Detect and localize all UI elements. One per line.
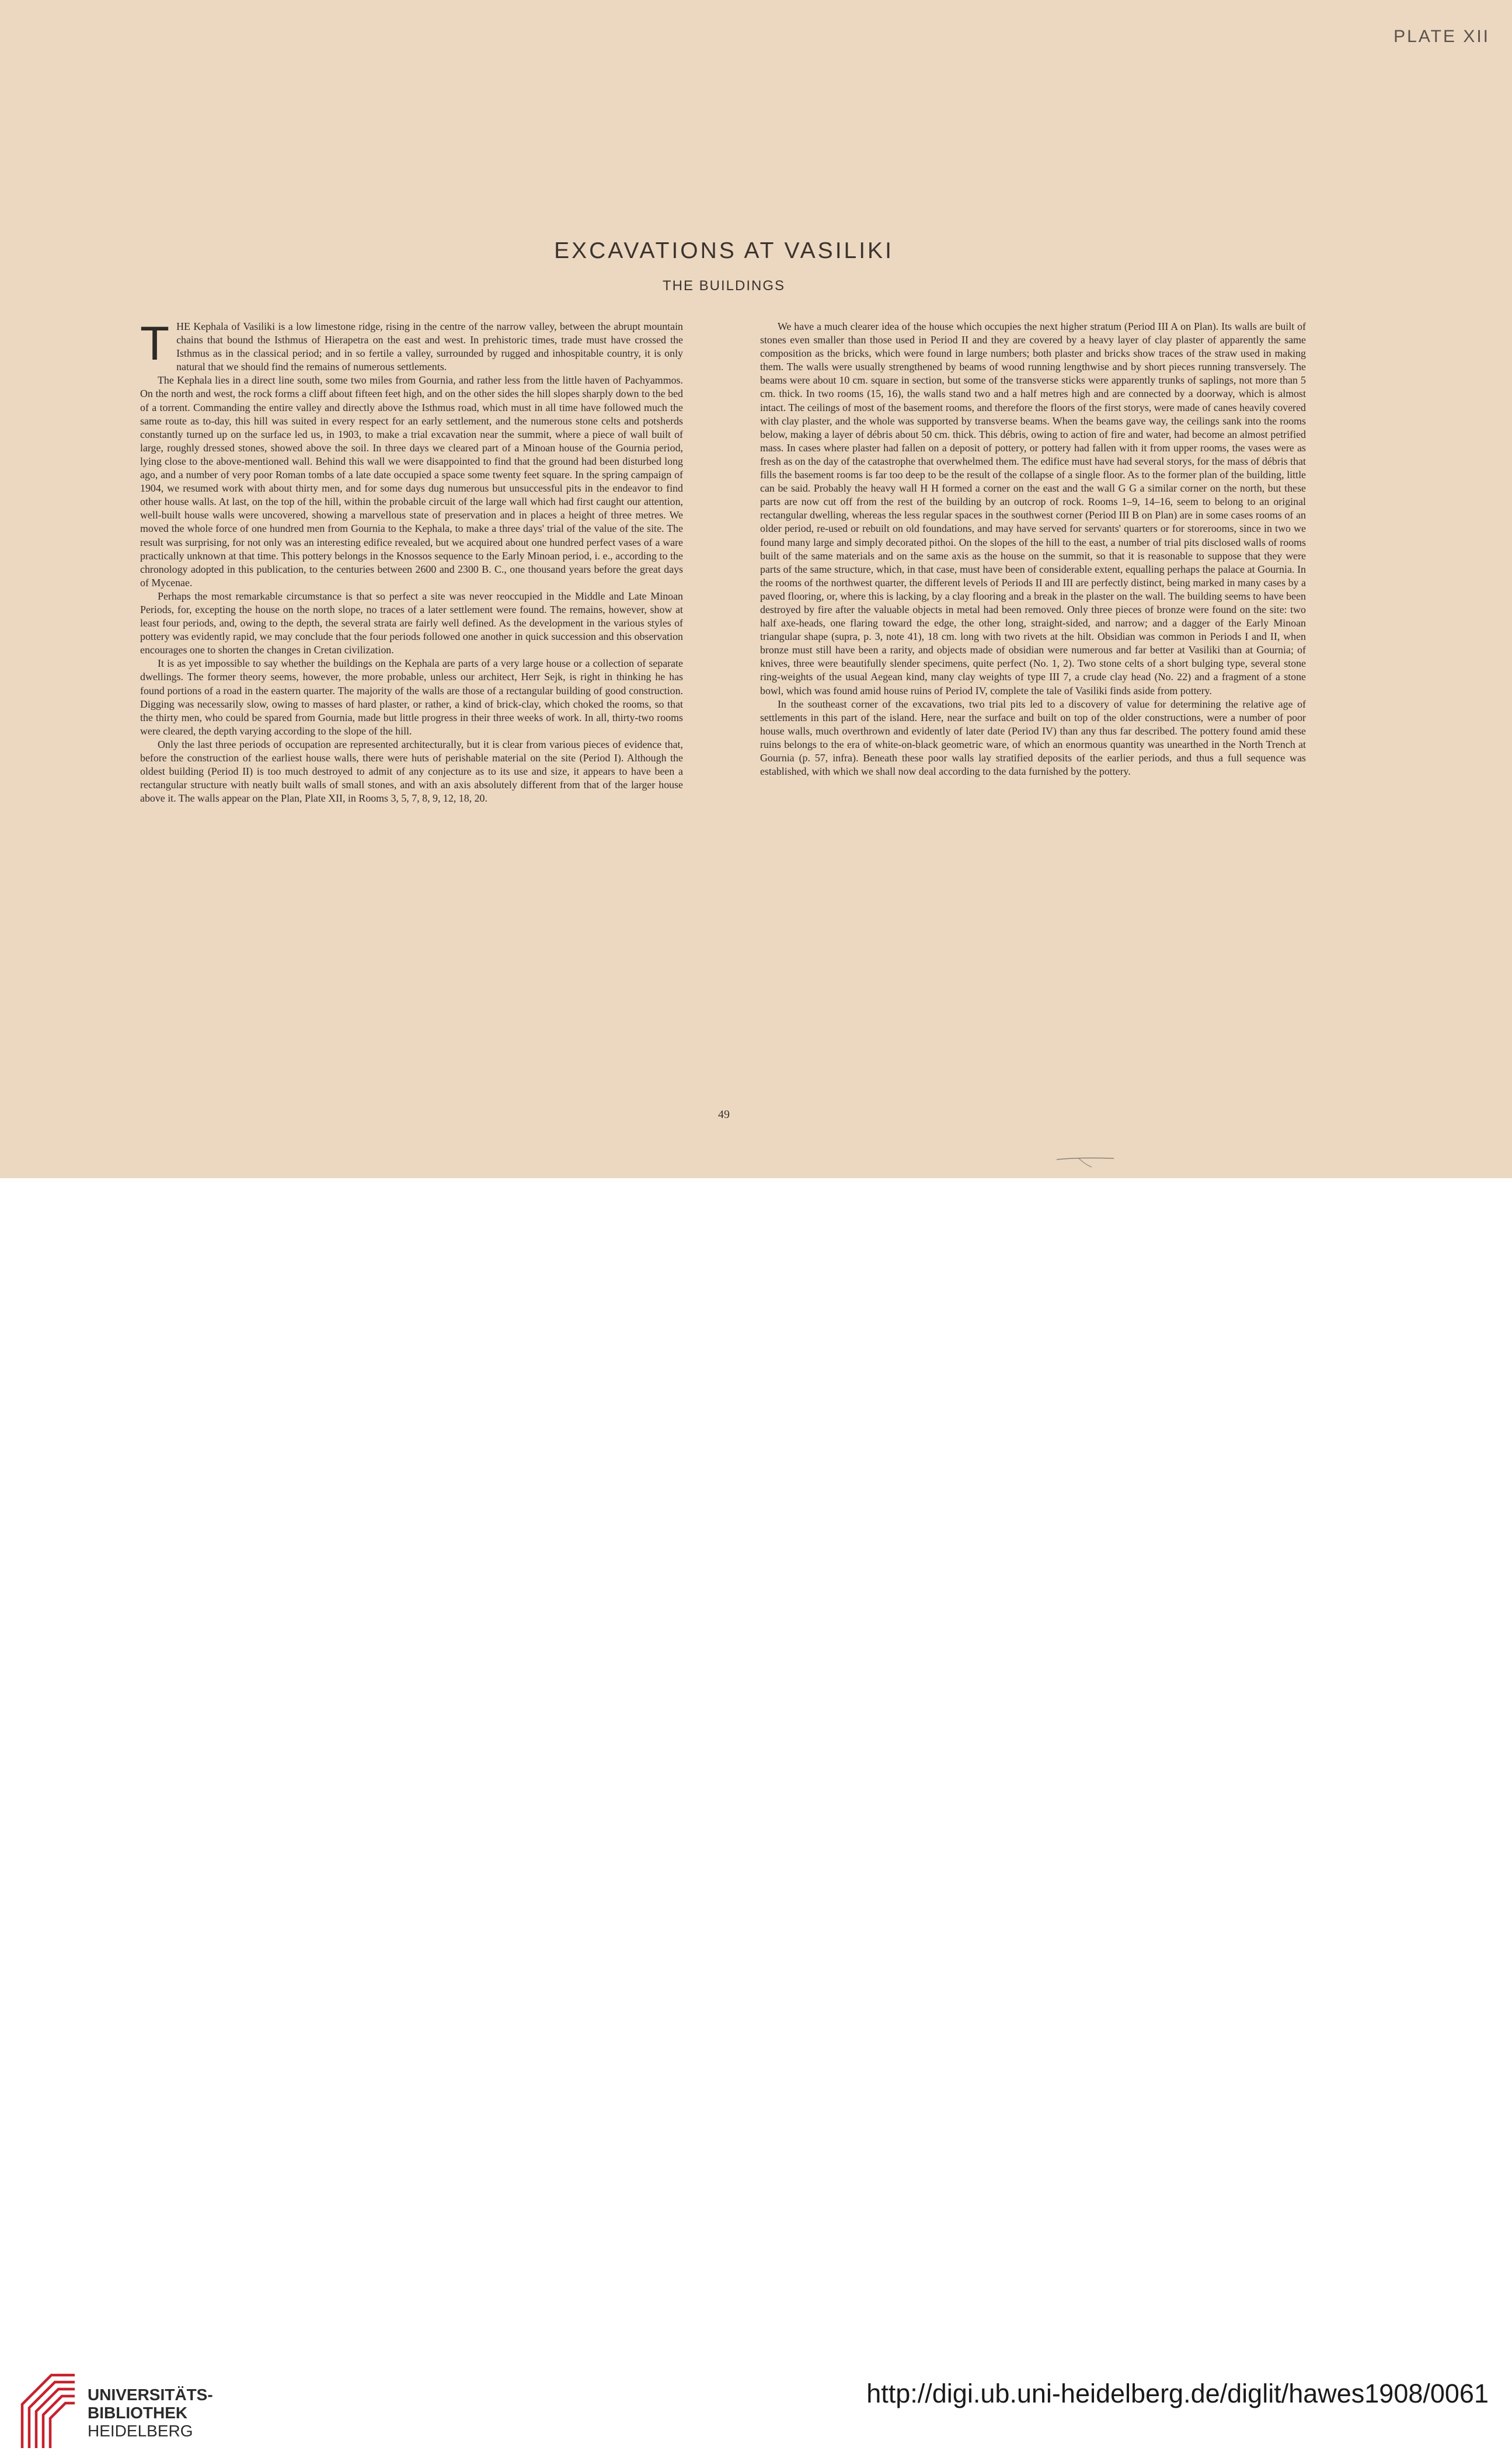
paragraph: Only the last three periods of occupation are represented architecturally, but it is clear from various pieces of evidence that, before the construction of the earliest house walls, there were huts of perishable material on the site (Period I). Although the oldest building (Period II) is too much destroyed to admit of any conjecture as to its use and size, it appears to have been a rectangular structure with neatly built walls of small stones, and with an axis absolutely different from that of the larger house above it. The walls appear on the Plan, Plate XII, in Rooms 3, 5, 7, 8, 9, 12, 18, 20. bbox=[140, 738, 683, 805]
paragraph: The Kephala lies in a direct line south, some two miles from Gournia, and rather less from the little haven of Pachyammos. On the north and west, the rock forms a cliff about fifteen feet high, and on the other sides the hill slopes sharply down to the bed of a torrent. Commanding the entire valley and directly above the Isthmus road, which must in all time have followed much the same route as to-day, this hill was suited in every respect for an early settlement, and the numerous stone celts and potsherds constantly turned up on the surface led us, in 1903, to make a trial excavation near the summit, where a piece of wall built of large, roughly dressed stones, showed above the soil. In three days we cleared part of a Minoan house of the Gournia period, lying close to the above-mentioned wall. Behind this wall we were disappointed to find that the ground had been disturbed long ago, and a number of very poor Roman tombs of a late date occupied a space some twenty feet square. In the spring campaign of 1904, we resumed work with about thirty men, and for some days dug numerous but unsuccessful pits in the endeavor to find other house walls. At last, on the top of the hill, within the probable circuit of the large wall which had first caught our attention, well-built house walls were uncovered, showing a marvellous state of preservation and in places a height of three metres. We moved the whole force of one hundred men from Gournia to the Kephala, to make a three days' trial of the value of the site. The result was surprising, for not only was an interesting edifice revealed, but we acquired about one hundred perfect vases of a ware practically unknown at that time. This pottery belongs in the Knossos sequence to the Early Minoan period, i. e., according to the chronology adopted in this publication, to the centuries between 2600 and 2300 B. C., one thousand years before the great days of Mycenae. bbox=[140, 374, 683, 589]
left-text-column bbox=[140, 317, 683, 805]
source-url-link[interactable]: http://digi.ub.uni-heidelberg.de/diglit/hawes1908/0061 bbox=[866, 2379, 1489, 2408]
section-subtitle: THE BUILDINGS bbox=[662, 278, 786, 294]
paragraph: We have a much clearer idea of the house which occupies the next higher stratum (Period III A on Plan). Its walls are built of stones even smaller than those used in Period II and they are covered by a heavy layer of clay plaster of apparently the same composition as the bricks, which were found in large numbers; both plaster and bricks show traces of the straw used in making them. The walls were usually strengthened by beams of wood running lengthwise and by short pieces running transversely. The beams were about 10 cm. square in section, but some of the transverse sticks were apparently trunks of saplings, not more than 5 cm. thick. In two rooms (15, 16), the walls stand two and a half metres high and are connected by a doorway, which is almost intact. The ceilings of most of the basement rooms, and therefore the floors of the first storys, were made of canes heavily covered with clay plaster, and the whole was supported by transverse beams. When the beams gave way, the ceilings sank into the rooms below, making a layer of débris about 50 cm. thick. This débris, owing to action of fire and water, had become an almost petrified mass. In cases where plaster had fallen on a deposit of pottery, or pottery had fallen with it from upper rooms, the vases were as fresh as on the day of the catastrophe that overwhelmed them. The edifice must have had several storys, for the mass of débris that fills the basement rooms is far too deep to be the result of the collapse of a single floor. As to the former plan of the building, little can be said. Probably the heavy wall H H formed a corner on the east and the wall G G a similar corner on the north, but these parts are now cut off from the rest of the building by an outcrop of rock. Rooms 1–9, 14–16, seem to belong to an original rectangular dwelling, whereas the less regular spaces in the southwest corner (Period III B on Plan) are in some cases rooms of an older period, re-used or rebuilt on old foundations, and may have served for servants' quarters or for storerooms, since in two we found many large and simply decorated pithoi. On the slopes of the hill to the east, a number of trial pits disclosed walls of rooms built of the same materials and on the same axis as the house on the summit, so that it is reasonable to suppose that they were parts of the same structure, which, in that case, must have been of considerable extent, equalling perhaps the palace at Gournia. In the rooms of the northwest quarter, the different levels of Periods II and III are perfectly distinct, being marked in many cases by a paved flooring, or, where this is lacking, by a clay flooring and a break in the plaster on the wall. The building seems to have been destroyed by fire after the valuable objects in metal had been removed. Only three pieces of bronze were found on the site: two half axe-heads, one flaring toward the edge, the other long, straight-sided, and narrow; and a dagger of the Early Minoan triangular shape (supra, p. 3, note 41), 18 cm. long with two rivets at the hilt. Obsidian was common in Periods I and II, when bronze must still have been a rarity, and objects made of obsidian were numerous and far better at Vasiliki than at Gournia; of knives, three were beautifully slender specimens, quite perfect (No. 1, 2). Two stone celts of a short bulging type, several stone ring-weights of the usual Aegean kind, many clay weights of type III 7, a crude clay head (No. 22) and a fragment of a stone bowl, which was found amid house ruins of Period IV, complete the tale of Vasiliki finds aside from pottery. bbox=[760, 321, 1306, 697]
library-name: UNIVERSITÄTS- BIBLIOTHEK HEIDELBERG bbox=[88, 2386, 213, 2440]
scanned-page bbox=[0, 0, 1512, 1178]
paragraph: Perhaps the most remarkable circumstance is that so perfect a site was never reoccupied in the Middle and Late Minoan Periods, for, excepting the house on the north slope, no traces of a later settlement were found. The remains, however, show at least four periods, and, owing to the depth, the several strata are fairly well defined. As the development in the various styles of pottery was evidently rapid, we may conclude that the four periods followed one another in quick succession and this observation encourages one to shorten the changes in Cretan civilization. bbox=[140, 590, 683, 656]
page-title: EXCAVATIONS AT VASILIKI bbox=[554, 238, 894, 263]
pencil-mark-icon bbox=[1055, 1151, 1120, 1169]
page-number: 49 bbox=[718, 1108, 730, 1121]
paragraph: It is as yet impossible to say whether the buildings on the Kephala are parts of a very large house or a collection of separate dwellings. The former theory seems, however, the more probable, unless our architect, Herr Sejk, is right in thinking he has found portions of a road in the eastern quarter. The majority of the walls are those of a rectangular building of good construction. Digging was necessarily slow, owing to masses of hard plaster, or rather, a kind of brick-clay, which choked the rooms, so that the thirty men, who could be spared from Gournia, made but little progress in their three weeks of work. In all, thirty-two rooms were cleared, the depth varying according to the slope of the hill. bbox=[140, 657, 683, 737]
ub-heidelberg-logo-icon bbox=[16, 2369, 81, 2451]
paragraph: THE Kephala of Vasiliki is a low limestone ridge, rising in the centre of the narrow valley, between the abrupt mountain chains that bound the Isthmus of Hierapetra on the east and west. In prehistoric times, trade must have crossed the Isthmus as in the classical period; and in so fertile a valley, surrounded by rugged and inhospitable country, it is only natural that we should find the remains of numerous settlements. bbox=[140, 317, 683, 373]
dropcap-letter: T bbox=[140, 317, 170, 370]
footer-bar bbox=[0, 1178, 1512, 2440]
paragraph: In the southeast corner of the excavations, two trial pits led to a discovery of value for determining the relative age of settlements in this part of the island. Here, near the surface and built on top of the older constructions, were a number of poor house walls, much overthrown and evidently of later date (Period IV) than any thus far described. The pottery found amid these ruins belongs to the era of white-on-black geometric ware, of which an enormous quantity was unearthed in the North Trench at Gournia (p. 57, infra). Beneath these poor walls lay stratified deposits of the earlier periods, and thus a full sequence was established, with which we shall now deal according to the data furnished by the pottery. bbox=[760, 698, 1306, 778]
plate-label: PLATE XII bbox=[1393, 27, 1490, 46]
right-text-column bbox=[760, 320, 1306, 778]
